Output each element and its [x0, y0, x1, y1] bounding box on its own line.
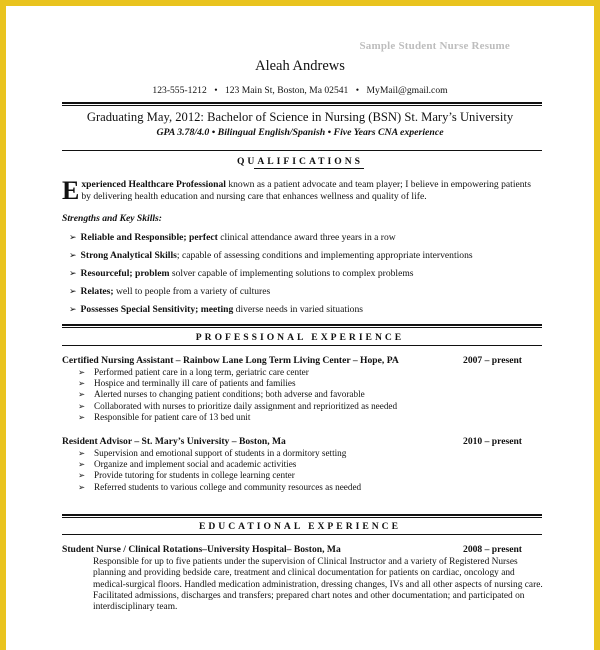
- arrow-bullet-icon: ➢: [78, 470, 86, 481]
- strengths-title: Strengths and Key Skills:: [62, 213, 162, 224]
- arrow-bullet-icon: ➢: [78, 481, 86, 492]
- bullet-text: Alerted nurses to changing patient conditions; both adverse and favorable: [94, 389, 365, 400]
- separator: •: [214, 85, 218, 96]
- bullet-text: Provide tutoring for students in college learning center: [94, 470, 295, 481]
- divider: [62, 324, 542, 326]
- divider: [62, 534, 542, 535]
- skill-text: solver capable of implementing solutions to complex problems: [169, 268, 414, 279]
- list-item: [78, 459, 538, 470]
- job-bullet-list: [78, 367, 538, 423]
- arrow-bullet-icon: ➢: [69, 286, 77, 296]
- list-item: [78, 470, 538, 481]
- arrow-bullet-icon: ➢: [78, 411, 86, 422]
- education-heading: EDUCATIONAL EXPERIENCE: [198, 521, 402, 532]
- list-item: [78, 367, 538, 378]
- bullet-text: Supervision and emotional support of students in a dormitory setting: [94, 448, 347, 458]
- list-item: [78, 412, 538, 423]
- skill-bold: Relates;: [80, 286, 114, 297]
- arrow-bullet-icon: ➢: [69, 232, 77, 242]
- experience-heading: PROFESSIONAL EXPERIENCE: [195, 332, 405, 343]
- graduation-line: Graduating May, 2012: Bachelor of Science in Nursing (BSN) St. Mary’s University: [86, 110, 514, 124]
- job-title: Resident Advisor – St. Mary’s University – Boston, Ma: [62, 436, 286, 447]
- skill-bold: Reliable and Responsible; perfect: [80, 232, 218, 243]
- bullet-text: Collaborated with nurses to prioritize daily assignment and reprioritized as needed: [94, 400, 398, 411]
- skill-text: well to people from a variety of cultures: [113, 286, 271, 297]
- skill-item: [69, 250, 473, 261]
- divider: [62, 150, 542, 151]
- qualifications-heading: QUALIFICATIONS: [236, 156, 364, 167]
- watermark-title: Sample Student Nurse Resume: [359, 40, 510, 52]
- address: 123 Main St, Boston, Ma 02541: [224, 85, 349, 96]
- arrow-bullet-icon: ➢: [69, 250, 77, 260]
- education-entry-heading: [62, 544, 522, 555]
- skill-item: [69, 304, 363, 315]
- education-dates: 2008 – present: [463, 544, 522, 555]
- bullet-text: Responsible for patient care of 13 bed unit: [94, 411, 251, 422]
- list-item: [78, 482, 538, 493]
- job-heading: [62, 355, 522, 366]
- arrow-bullet-icon: ➢: [78, 378, 86, 389]
- skill-bold: Strong Analytical Skills: [80, 250, 177, 261]
- summary-paragraph: [62, 176, 540, 205]
- bullet-text: Organize and implement social and academic activities: [94, 459, 297, 470]
- education-title: Student Nurse / Clinical Rotations–University Hospital– Boston, Ma: [62, 544, 341, 555]
- bullet-text: Referred students to various college and community resources as needed: [94, 481, 362, 492]
- skill-item: [69, 268, 414, 279]
- arrow-bullet-icon: ➢: [78, 459, 86, 470]
- skill-item: [69, 232, 396, 243]
- arrow-bullet-icon: ➢: [69, 304, 77, 314]
- candidate-name: Aleah Andrews: [255, 58, 345, 74]
- heading-underline: [254, 168, 364, 169]
- summary-lead: xperienced Healthcare Professional: [81, 179, 226, 190]
- job-heading: [62, 436, 522, 447]
- email: MyMail@gmail.com: [366, 85, 448, 96]
- bullet-text: Hospice and terminally ill care of patients and families: [94, 378, 296, 389]
- divider: [62, 105, 542, 106]
- skill-text: ; capable of assessing conditions and implementing appropriate interventions: [176, 250, 473, 261]
- divider: [62, 102, 542, 104]
- divider: [62, 514, 542, 516]
- list-item: [78, 401, 538, 412]
- arrow-bullet-icon: ➢: [78, 400, 86, 411]
- resume-page: [6, 6, 594, 650]
- arrow-bullet-icon: ➢: [78, 448, 86, 458]
- education-description: Responsible for up to five patients under the supervision of Clinical Instructor and a variety of Registered Nurses planning and providing bedside care, treatment and clinical documentation for patients on cardiac, oncology and medical-surgical floors. Handled medication administration, dressing changes, IVs and all other aspects of nursing care. Facilitated admissions, discharges and transfers; prepared chart notes and other documentation; and participated on interdisciplinary team.: [93, 557, 543, 613]
- skill-text: diverse needs in varied situations: [233, 304, 363, 315]
- skill-bold: Possesses Special Sensitivity; meeting: [80, 304, 234, 315]
- job-title: Certified Nursing Assistant – Rainbow Lane Long Term Living Center – Hope, PA: [62, 355, 399, 366]
- divider: [62, 517, 542, 518]
- list-item: [78, 448, 538, 459]
- arrow-bullet-icon: ➢: [69, 268, 77, 278]
- skill-text: clinical attendance award three years in a row: [217, 232, 396, 243]
- bullet-text: Performed patient care in a long term, geriatric care center: [94, 367, 309, 377]
- phone: 123-555-1212: [152, 85, 207, 96]
- highlights-line: GPA 3.78/4.0 • Bilingual English/Spanish • Five Years CNA experience: [156, 127, 444, 138]
- contact-line: [6, 85, 594, 96]
- divider: [62, 327, 542, 328]
- list-item: [78, 389, 538, 400]
- separator: •: [355, 85, 360, 96]
- divider: [62, 345, 542, 346]
- skill-item: [69, 286, 270, 297]
- list-item: [78, 378, 538, 389]
- arrow-bullet-icon: ➢: [78, 367, 86, 377]
- summary-text: known as a patient advocate and team player; I believe in empowering patients by delivering health education and nursing care that enhances wellness and quality of life.: [81, 179, 531, 202]
- job-dates: 2010 – present: [463, 436, 522, 447]
- drop-cap: E: [62, 176, 80, 205]
- arrow-bullet-icon: ➢: [78, 389, 86, 400]
- job-bullet-list: [78, 448, 538, 493]
- job-dates: 2007 – present: [463, 355, 522, 366]
- skill-bold: Resourceful; problem: [80, 268, 170, 279]
